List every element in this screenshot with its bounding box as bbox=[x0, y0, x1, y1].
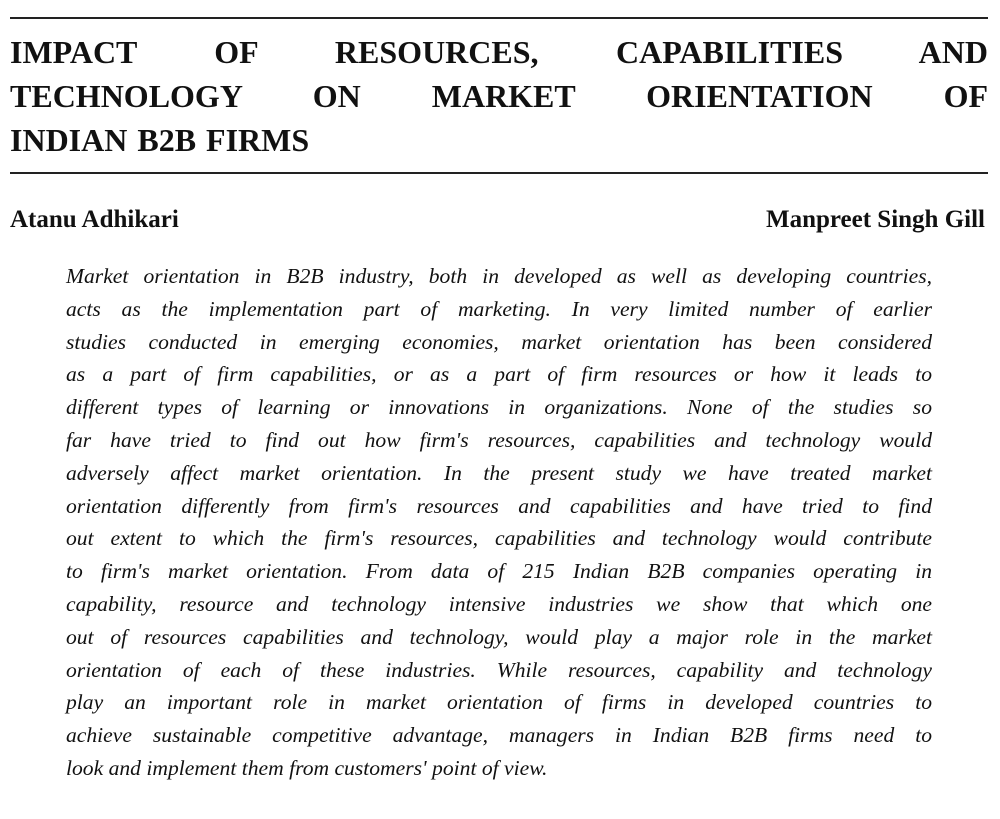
abstract-line: capability, resource and technology intensive industries we show that which one bbox=[66, 591, 932, 616]
abstract-line: out extent to which the firm's resources, capabilities and technology would contribute bbox=[66, 526, 932, 551]
paper-title bbox=[10, 30, 988, 162]
author-list bbox=[10, 203, 985, 237]
abstract-line: adversely affect market orientation. In the present study we have treated market bbox=[66, 460, 932, 485]
abstract-line: orientation of each of these industries. While resources, capability and technology bbox=[66, 657, 932, 682]
abstract-line: orientation differently from firm's resources and capabilities and have tried to find bbox=[66, 493, 932, 518]
title-line: IMPACT OF RESOURCES, CAPABILITIES AND bbox=[10, 34, 988, 70]
author-name: Manpreet Singh Gill bbox=[765, 206, 985, 233]
abstract-line: as a part of firm capabilities, or as a part of firm resources or how it leads to bbox=[66, 362, 932, 387]
title-line: TECHNOLOGY ON MARKET ORIENTATION OF bbox=[10, 78, 988, 114]
abstract-line: to firm's market orientation. From data of 215 Indian B2B companies operating in bbox=[66, 559, 932, 584]
abstract-line: achieve sustainable competitive advantage, managers in Indian B2B firms need to bbox=[66, 723, 932, 748]
author-name: Atanu Adhikari bbox=[10, 206, 179, 233]
title-line: INDIAN B2B FIRMS bbox=[10, 122, 310, 158]
abstract-line: far have tried to find out how firm's resources, capabilities and technology would bbox=[66, 427, 932, 452]
top-rule bbox=[10, 17, 988, 19]
abstract-line: Market orientation in B2B industry, both in developed as well as developing countries, bbox=[66, 264, 932, 288]
abstract-line: different types of learning or innovations in organizations. None of the studies so bbox=[66, 395, 932, 420]
abstract bbox=[66, 260, 932, 785]
abstract-line: play an important role in market orientation of firms in developed countries to bbox=[66, 690, 932, 715]
abstract-line: acts as the implementation part of marketing. In very limited number of earlier bbox=[66, 296, 932, 321]
bottom-rule bbox=[10, 172, 988, 174]
abstract-line: out of resources capabilities and technology, would play a major role in the market bbox=[66, 624, 932, 649]
abstract-line: studies conducted in emerging economies, market orientation has been considered bbox=[66, 329, 932, 354]
abstract-line: look and implement them from customers' point of view. bbox=[66, 755, 548, 780]
